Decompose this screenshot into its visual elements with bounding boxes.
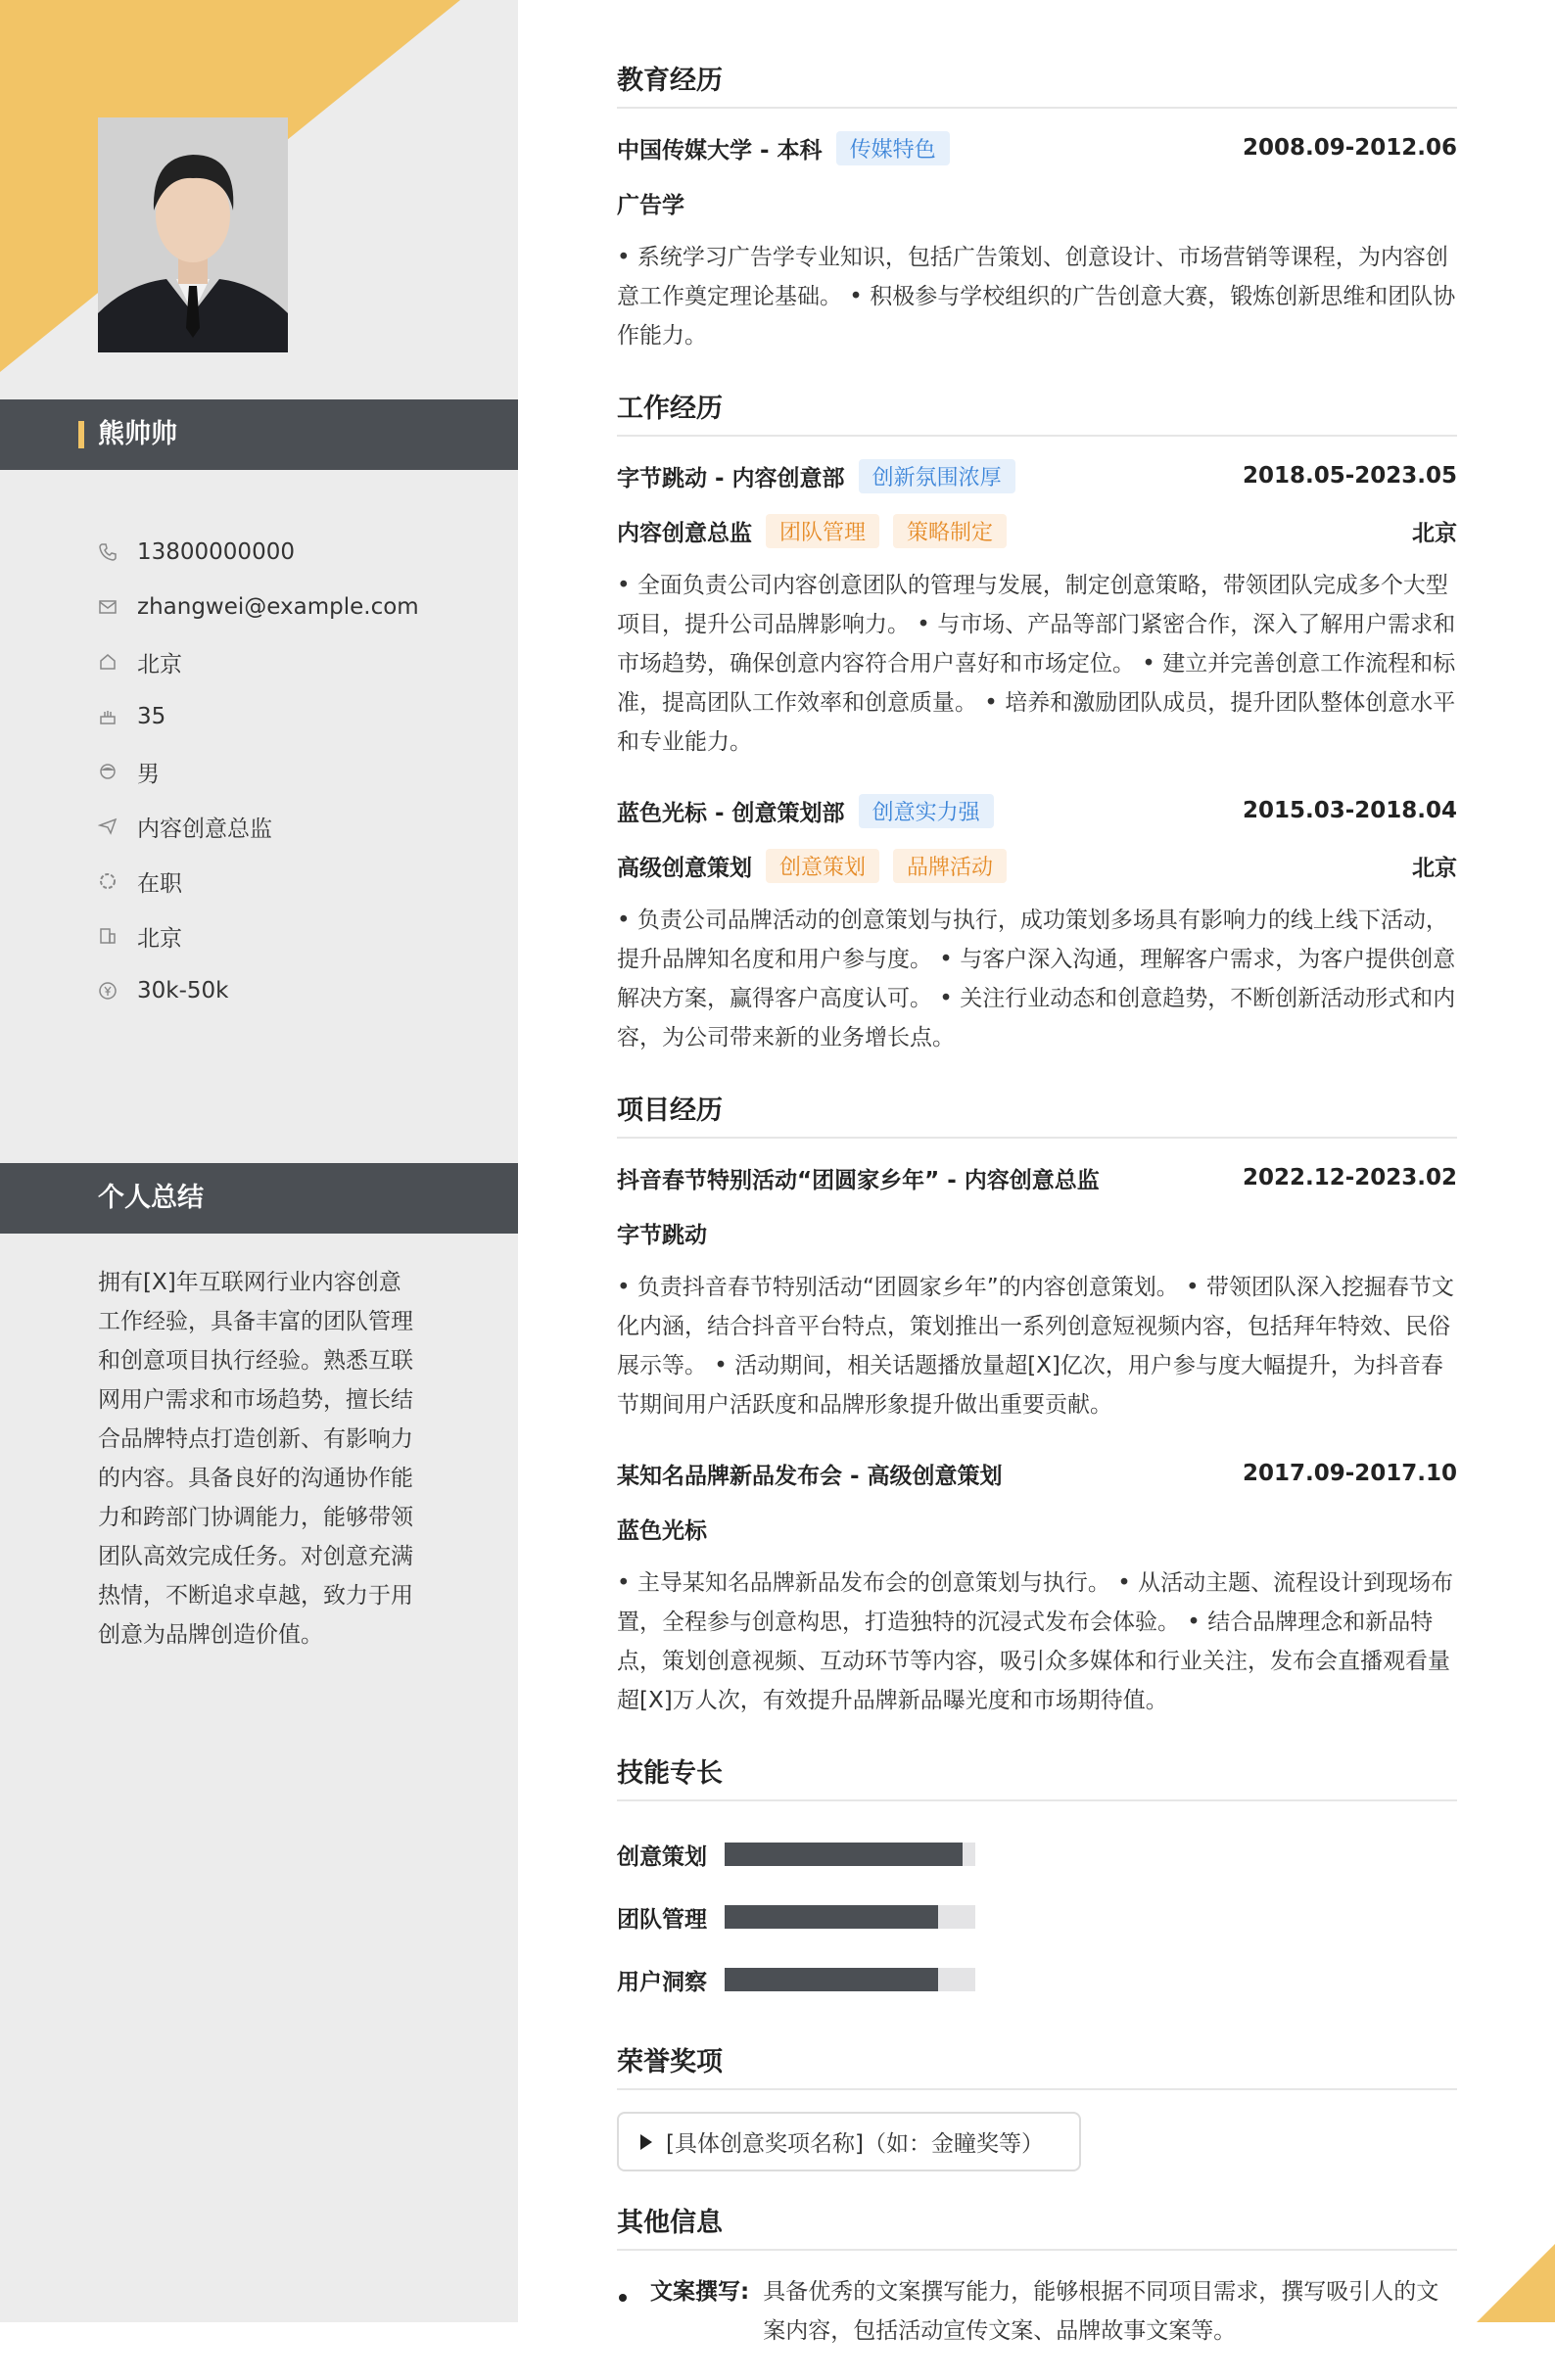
date-range: 2017.09-2017.10: [1242, 1461, 1457, 1486]
city: 北京: [1412, 855, 1457, 881]
contact-text: 内容创意总监: [137, 816, 272, 842]
home-icon: [98, 652, 118, 672]
skill-bar-fill: [725, 1905, 938, 1929]
mail-icon: [98, 597, 118, 617]
portrait-image: [98, 117, 288, 352]
company-name: 字节跳动 - 内容创意部: [617, 465, 845, 491]
education-entry: [617, 130, 1457, 355]
cake-icon: [98, 707, 118, 726]
other-item: [617, 2272, 1457, 2351]
description: • 主导某知名品牌新品发布会的创意策划与执行。 • 从活动主题、流程设计到现场布置，全程参与创意构思，打造独特的沉浸式发布会体验。 • 结合品牌理念和新品特点，策划创意视频、互动环节等内容，吸引众多媒体和行业关注，发布会直播观看量超[X]万人次，有效提升品牌新品曝光度和市场期待值。: [617, 1570, 1454, 1713]
section-title: 工作经历: [617, 387, 1457, 437]
tag: 策略制定: [893, 514, 1007, 548]
contact-gender: [98, 744, 490, 799]
date-range: 2022.12-2023.02: [1242, 1165, 1457, 1190]
play-triangle-icon: [640, 2134, 652, 2150]
contact-salary: [98, 963, 490, 1018]
other-value: 具备优秀的文案撰写能力，能够根据不同项目需求，撰写吸引人的文案内容，包括活动宣传文案、品牌故事文案等。: [763, 2279, 1439, 2344]
section-title: 技能专长: [617, 1751, 1457, 1801]
summary-text: 拥有[X]年互联网行业内容创意工作经验，具备丰富的团队管理和创意项目执行经验。熟悉互联网用户需求和市场趋势，擅长结合品牌特点打造创新、有影响力的内容。具备良好的沟通协作能力和跨部门协调能力，能够带领团队高效完成任务。对创意充满热情，不断追求卓越，致力于用创意为品牌创造价值。: [98, 1270, 413, 1648]
contact-text: 北京: [137, 925, 182, 952]
contact-text: 北京: [137, 651, 182, 677]
bullet-icon: [619, 2294, 627, 2302]
skill-item: [617, 1823, 1050, 1886]
tag: 传媒特色: [836, 131, 950, 165]
tag: 创意实力强: [859, 794, 994, 828]
contact-city: [98, 909, 490, 963]
tag: 团队管理: [766, 514, 879, 548]
summary-title: 个人总结: [98, 1183, 204, 1213]
work-entry: [617, 458, 1457, 762]
contact-text: zhangwei@example.com: [137, 594, 419, 620]
project-name: 抖音春节特别活动“团圆家乡年” - 内容创意总监: [617, 1167, 1100, 1193]
tag: 创意策划: [766, 849, 879, 883]
skill-item: [617, 1886, 1050, 1948]
skills-list: [617, 1823, 1457, 2011]
section-title: 项目经历: [617, 1089, 1457, 1139]
summary-header: [0, 1163, 518, 1234]
contact-text: 在职: [137, 870, 182, 897]
sidebar: [0, 0, 518, 2322]
job-title: 内容创意总监: [617, 520, 752, 546]
send-icon: [98, 817, 118, 836]
contact-email: [98, 580, 490, 634]
description: • 全面负责公司内容创意团队的管理与发展，制定创意策略，带领团队完成多个大型项目，提升公司品牌影响力。 • 与市场、产品等部门紧密合作，深入了解用户需求和市场趋势，确保创意内容符合用户喜好和市场定位。 • 建立并完善创意工作流程和标准，提高团队工作效率和创意质量。 • 培养和激励团队成员，提升团队整体创意水平和专业能力。: [617, 573, 1456, 755]
contact-text: 男: [137, 761, 160, 787]
face-icon: [98, 762, 118, 781]
skill-bar: [725, 1968, 975, 1991]
main-content: [617, 59, 1457, 2380]
skill-bar-fill: [725, 1968, 938, 1991]
candidate-name: 熊帅帅: [98, 419, 177, 449]
name-accent-marker: [78, 421, 84, 448]
contact-position: [98, 799, 490, 854]
tag: 创新氛围浓厚: [859, 459, 1015, 493]
contact-status: [98, 854, 490, 909]
contact-text: 35: [137, 704, 166, 729]
section-title: 教育经历: [617, 59, 1457, 109]
contact-age: [98, 689, 490, 744]
project-org: 字节跳动: [617, 1222, 707, 1248]
skill-bar: [725, 1905, 975, 1929]
yen-icon: [98, 981, 118, 1001]
contact-text: 30k-50k: [137, 978, 229, 1003]
section-title: 荣誉奖项: [617, 2040, 1457, 2090]
awards-section: [617, 2040, 1457, 2171]
date-range: 2018.05-2023.05: [1242, 463, 1457, 489]
skill-bar-fill: [725, 1843, 963, 1866]
award-item[interactable]: [617, 2112, 1081, 2171]
skills-section: [617, 1751, 1457, 2011]
status-icon: [98, 871, 118, 891]
skill-item: [617, 1948, 1050, 2011]
description: • 负责抖音春节特别活动“团圆家乡年”的内容创意策划。 • 带领团队深入挖掘春节文化内涵，结合抖音平台特点，策划推出一系列创意短视频内容，包括拜年特效、民俗展示等。 • 活动期间，相关话题播放量超[X]亿次，用户参与度大幅提升，为抖音春节期间用户活跃度和品牌形象提升做出重要贡献。: [617, 1275, 1454, 1418]
work-section: [617, 387, 1457, 1057]
building-icon: [98, 926, 118, 946]
contact-list: [98, 525, 490, 1018]
skill-name: 创意策划: [617, 1843, 707, 1870]
school-name: 中国传媒大学 - 本科: [617, 137, 823, 163]
contact-home: [98, 634, 490, 689]
project-org: 蓝色光标: [617, 1517, 707, 1544]
other-key: 文案撰写:: [650, 2279, 750, 2305]
company-name: 蓝色光标 - 创意策划部: [617, 800, 845, 826]
contact-phone: [98, 525, 490, 580]
city: 北京: [1412, 520, 1457, 546]
project-section: [617, 1089, 1457, 1720]
skill-bar: [725, 1843, 975, 1866]
job-title: 高级创意策划: [617, 855, 752, 881]
section-title: 其他信息: [617, 2201, 1457, 2251]
phone-icon: [98, 542, 118, 562]
avatar: [98, 117, 288, 352]
contact-text: 13800000000: [137, 539, 295, 565]
date-range: 2008.09-2012.06: [1242, 135, 1457, 161]
education-section: [617, 59, 1457, 355]
skill-name: 用户洞察: [617, 1969, 707, 1995]
skill-name: 团队管理: [617, 1906, 707, 1933]
major: 广告学: [617, 192, 684, 218]
tag: 品牌活动: [893, 849, 1007, 883]
description: • 负责公司品牌活动的创意策划与执行，成功策划多场具有影响力的线上线下活动，提升品牌知名度和用户参与度。 • 与客户深入沟通，理解客户需求，为客户提供创意解决方案，赢得客户高度认可。 • 关注行业动态和创意趋势，不断创新活动形式和内容，为公司带来新的业务增长点。: [617, 908, 1456, 1050]
project-name: 某知名品牌新品发布会 - 高级创意策划: [617, 1463, 1003, 1489]
description: • 系统学习广告学专业知识，包括广告策划、创意设计、市场营销等课程，为内容创意工作奠定理论基础。 • 积极参与学校组织的广告创意大赛，锻炼创新思维和团队协作能力。: [617, 245, 1456, 349]
date-range: 2015.03-2018.04: [1242, 798, 1457, 823]
work-entry: [617, 793, 1457, 1057]
yellow-corner-decoration: [1477, 2244, 1555, 2322]
project-entry: [617, 1456, 1457, 1720]
award-name: [具体创意奖项名称]（如：金瞳奖等）: [666, 2131, 1044, 2157]
name-header: [0, 399, 518, 470]
other-section: [617, 2201, 1457, 2351]
project-entry: [617, 1160, 1457, 1424]
